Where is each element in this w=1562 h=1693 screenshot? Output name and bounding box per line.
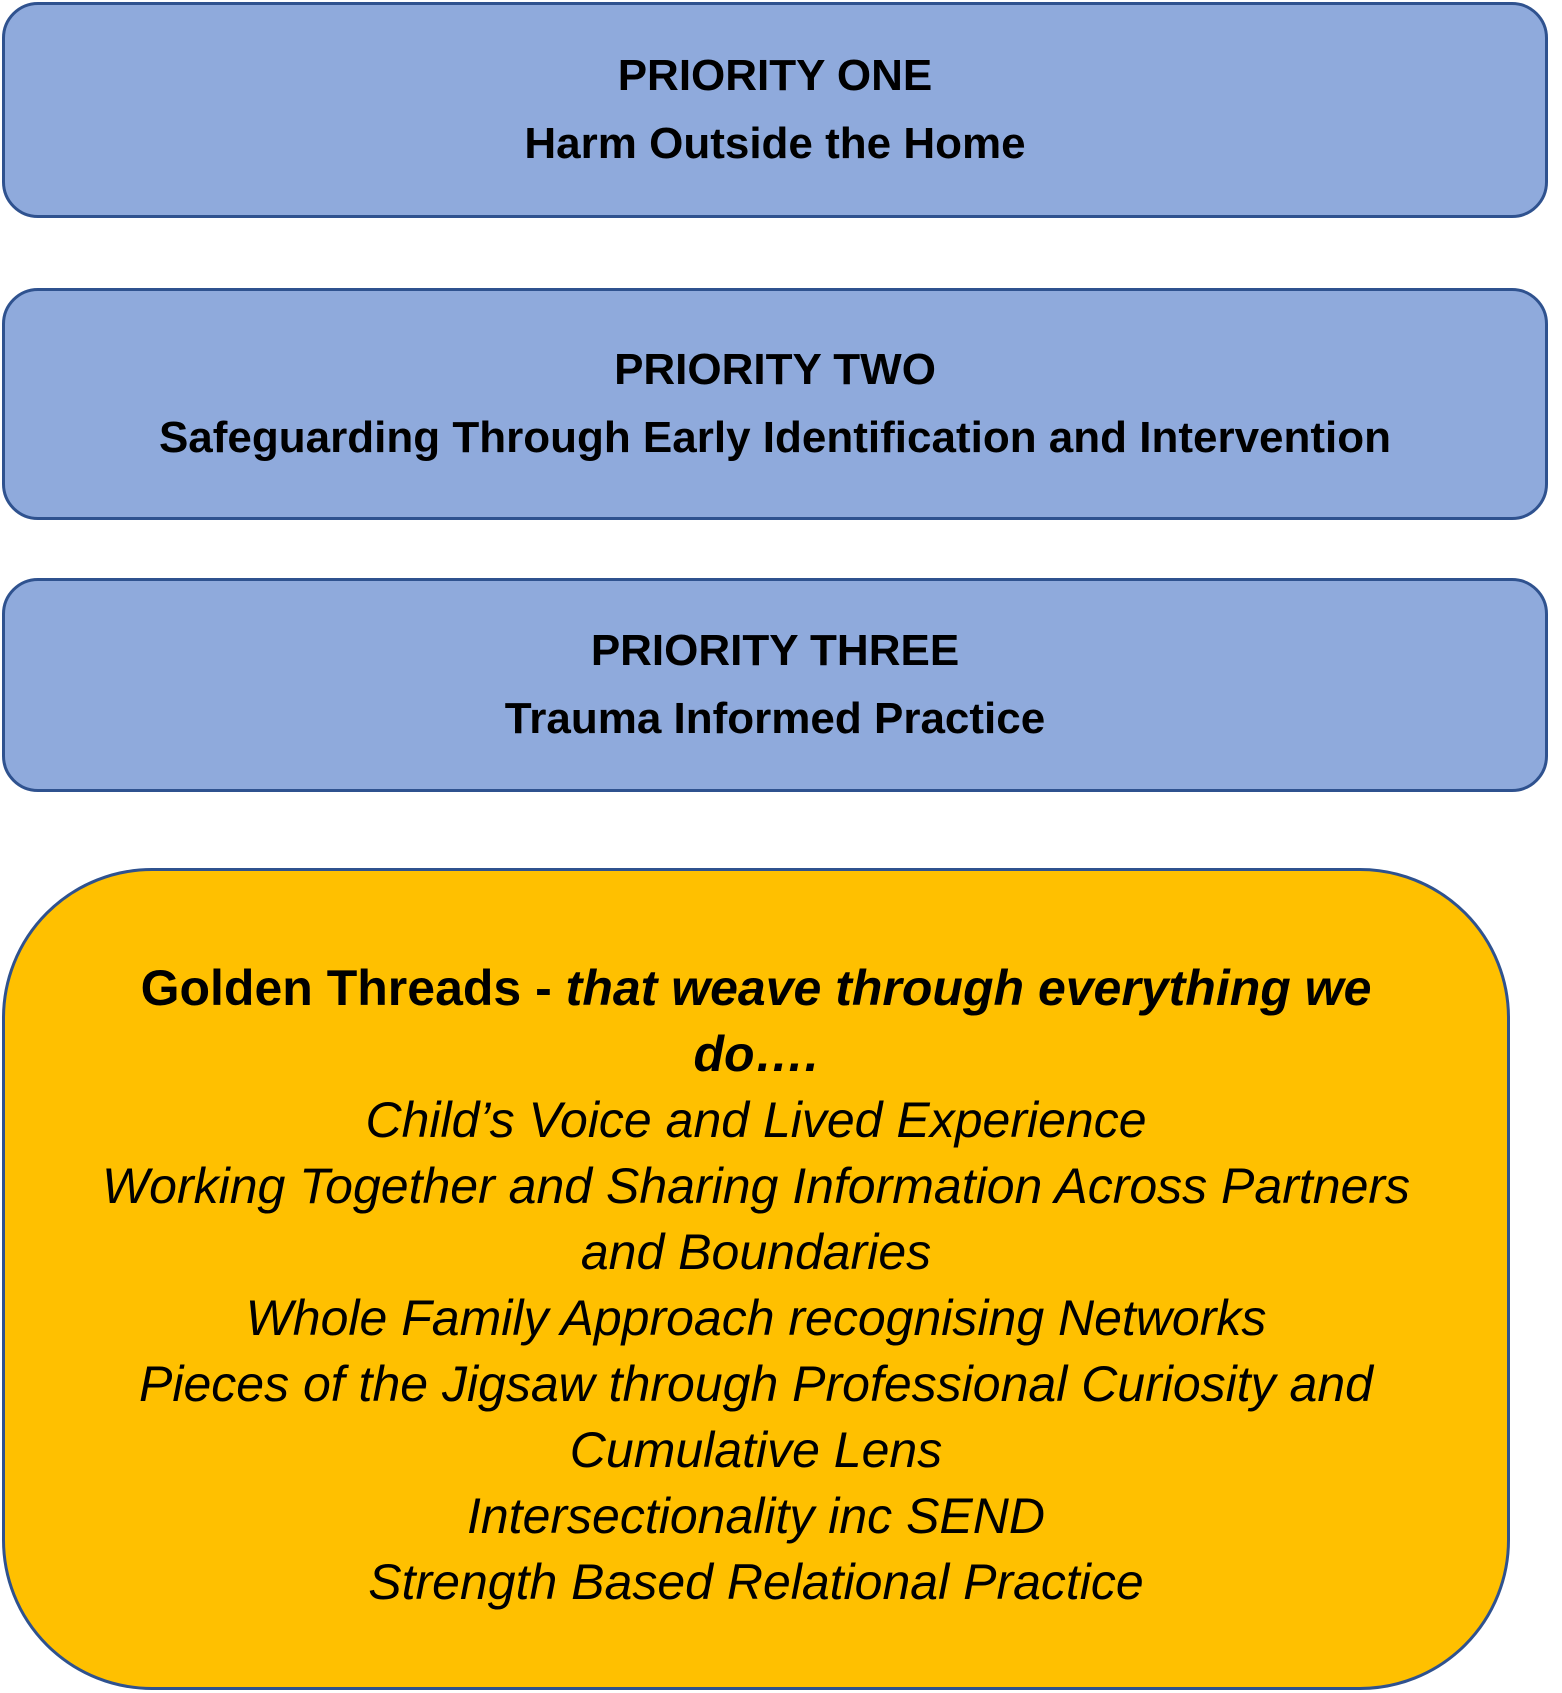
golden-threads-title — [55, 955, 1457, 1087]
priority-one-heading: PRIORITY ONE — [617, 51, 933, 100]
golden-thread-item: Working Together and Sharing Information Across Partners and Boundaries — [101, 1158, 1411, 1280]
golden-thread-item: Child’s Voice and Lived Experience — [365, 1092, 1147, 1148]
golden-thread-item: Intersectionality inc SEND — [466, 1488, 1045, 1544]
golden-thread-item: Strength Based Relational Practice — [368, 1554, 1144, 1610]
priority-one-title: Harm Outside the Home — [524, 119, 1026, 168]
priority-two-title: Safeguarding Through Early Identification and Intervention — [158, 413, 1392, 462]
priority-three-heading: PRIORITY THREE — [590, 626, 960, 675]
priority-three-title: Trauma Informed Practice — [504, 694, 1046, 743]
priority-one-box — [2, 2, 1548, 218]
priority-two-heading: PRIORITY TWO — [614, 345, 936, 394]
golden-thread-item: Whole Family Approach recognising Networks — [245, 1290, 1267, 1346]
priority-three-box — [2, 578, 1548, 792]
priority-two-box — [2, 288, 1548, 520]
golden-threads-list — [55, 1087, 1457, 1615]
golden-threads-subtitle: that weave through everything we do…. — [565, 960, 1372, 1082]
golden-threads-box — [2, 868, 1510, 1690]
golden-threads-title-main: Golden Threads - — [140, 960, 566, 1016]
golden-thread-item: Pieces of the Jigsaw through Professional Curiosity and Cumulative Lens — [139, 1356, 1373, 1478]
